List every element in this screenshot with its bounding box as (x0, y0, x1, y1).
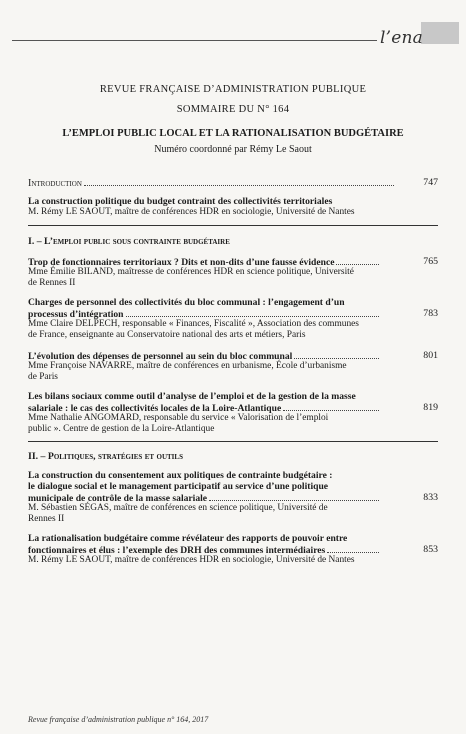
header-rule (12, 40, 377, 41)
section1-title: I. – L’emploi public sous contrainte budgétaire (28, 236, 230, 247)
article-title: La construction du consentement aux politiques de contrainte budgétaire : (28, 470, 333, 481)
article-page: 783 (423, 308, 438, 319)
article-page: 833 (423, 492, 438, 503)
article-title: le dialogue social et le management participatif au service d’une politique (28, 481, 329, 492)
article-author: de Rennes II (28, 278, 76, 288)
article-title: fonctionnaires et élus : l’exemple des DRH des communes intermédiaires (28, 544, 381, 556)
article-page: 801 (423, 350, 438, 361)
article-page: 819 (423, 402, 438, 413)
coordinator: Numéro coordonné par Rémy Le Saout (154, 144, 312, 155)
section2-title: II. – Politiques, stratégies et outils (28, 451, 183, 462)
article-author: Mme Émilie BILAND, maîtresse de conférences HDR en science politique, Université (28, 267, 354, 277)
leader-dots (84, 177, 394, 186)
article-author: M. Sébastien SÉGAS, maître de conférences en science politique, Université de (28, 503, 328, 513)
article-author: de Paris (28, 372, 58, 382)
ena-logo: l’ena (380, 28, 423, 48)
logo-background (421, 22, 459, 44)
article-author: de France, enseignante au Conservatoire national des arts et métiers, Paris (28, 330, 306, 340)
article-title: Trop de fonctionnaires territoriaux ? Dits et non-dits d’une fausse évidence (28, 256, 381, 268)
issue-theme: L’EMPLOI PUBLIC LOCAL ET LA RATIONALISATION BUDGÉTAIRE (62, 128, 404, 139)
section-divider (28, 441, 438, 442)
intro-label-row (28, 177, 396, 189)
intro-author: M. Rémy LE SAOUT, maître de conférences HDR en sociologie, Université de Nantes (28, 207, 355, 217)
article-author: Mme Nathalie ANGOMARD, responsable du service « Valorisation de l’emploi (28, 413, 329, 423)
article-title: L’évolution des dépenses de personnel au sein du bloc communal (28, 350, 381, 362)
article-author: Rennes II (28, 514, 65, 524)
article-title: municipale de contrôle de la masse salariale (28, 492, 381, 504)
journal-title: REVUE FRANÇAISE D’ADMINISTRATION PUBLIQUE (99, 84, 367, 95)
article-author: M. Rémy LE SAOUT, maître de conférences HDR en sociologie, Université de Nantes (28, 555, 355, 565)
article-title: salariale : le cas des collectivités locales de la Loire-Atlantique (28, 402, 381, 414)
intro-page: 747 (423, 177, 438, 188)
summary-title: SOMMAIRE DU N° 164 (176, 104, 290, 115)
article-title: processus d’intégration (28, 308, 381, 320)
article-author: Mme Françoise NAVARRE, maître de conférences en urbanisme, École d’urbanisme (28, 361, 347, 371)
article-page: 765 (423, 256, 438, 267)
intro-article-title: La construction politique du budget contraint des collectivités territoriales (28, 196, 333, 207)
article-page: 853 (423, 544, 438, 555)
article-author: public ». Centre de gestion de la Loire-Atlantique (28, 424, 215, 434)
page-footer: Revue française d’administration publique n° 164, 2017 (28, 715, 209, 724)
section-divider (28, 225, 438, 226)
article-title: La rationalisation budgétaire comme révélateur des rapports de pouvoir entre (28, 533, 348, 544)
article-author: Mme Claire DELPECH, responsable « Finances, Fiscalité », Association des communes (28, 319, 359, 329)
intro-label: Introduction (28, 178, 82, 189)
article-title: Charges de personnel des collectivités du bloc communal : l’engagement d’un (28, 297, 345, 308)
article-title: Les bilans sociaux comme outil d’analyse de l’emploi et de la gestion de la masse (28, 391, 356, 402)
